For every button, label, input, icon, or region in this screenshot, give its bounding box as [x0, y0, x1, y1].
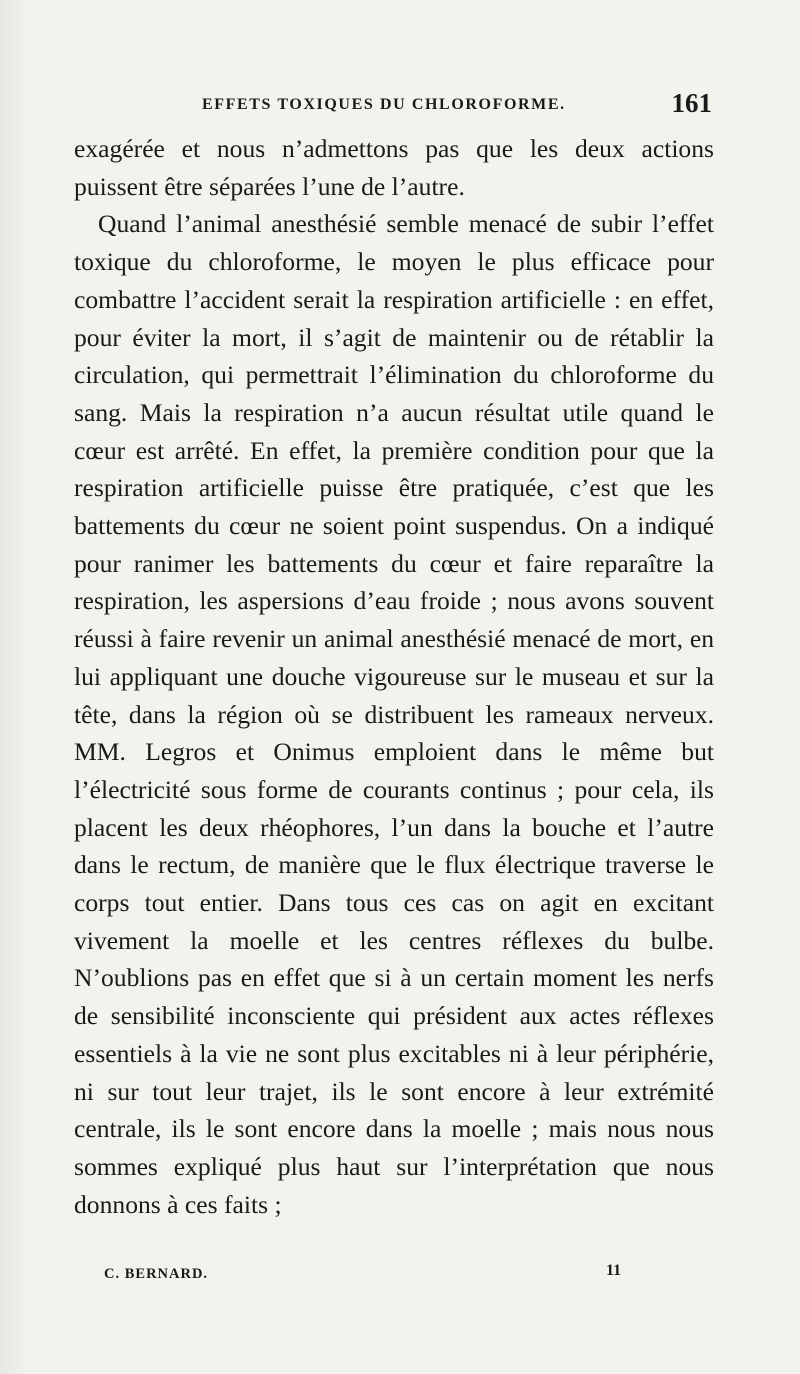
- page-footer: [74, 1260, 714, 1290]
- page-number: 161: [671, 88, 712, 118]
- paragraph-continued: exagérée et nous n’admettons pas que les deux actions puissent être séparées l’une de l’autre.: [74, 134, 714, 201]
- sheet-number: 11: [606, 1262, 622, 1279]
- body-text: [74, 130, 714, 1223]
- running-title: EFFETS TOXIQUES DU CHLOROFORME.: [202, 96, 566, 113]
- page-header: [74, 88, 714, 122]
- signature-mark: C. BERNARD.: [104, 1266, 209, 1282]
- paragraph-main: Quand l’animal anesthésié semble menacé de subir l’effet toxique du chloroforme, le moyen le plus efficace pour combattre l’accident serait la respiration artificielle : en effet, pour éviter la mort, il s’agit de maintenir ou de rétablir la circulation, qui permettrait l’élimination du chloroforme du sang. Mais la respiration n’a aucun résultat utile quand le cœur est arrêté. En effet, la première condition pour que la respiration artificielle puisse être pratiquée, c’est que les battements du cœur ne soient point suspendus. On a indiqué pour ranimer les battements du cœur et faire reparaître la respiration, les aspersions d’eau froide ; nous avons souvent réussi à faire revenir un animal anesthésié menacé de mort, en lui appliquant une douche vigoureuse sur le museau et sur la tête, dans la région où se distribuent les rameaux nerveux. MM. Legros et Onimus emploient dans le même but l’électricité sous forme de courants continus ; pour cela, ils placent les deux rhéophores, l’un dans la bouche et l’autre dans le rectum, de manière que le flux électrique traverse le corps tout entier. Dans tous ces cas on agit en excitant vivement la moelle et les centres réflexes du bulbe. N’oublions pas en effet que si à un certain moment les nerfs de sensibilité inconsciente qui président aux actes réflexes essentiels à la vie ne sont plus excitables ni à leur périphérie, ni sur tout leur trajet, ils le sont encore à leur extrémité centrale, ils le sont encore dans la moelle ; mais nous nous sommes expliqué plus haut sur l’interprétation que nous donnons à ces faits ;: [74, 209, 714, 1219]
